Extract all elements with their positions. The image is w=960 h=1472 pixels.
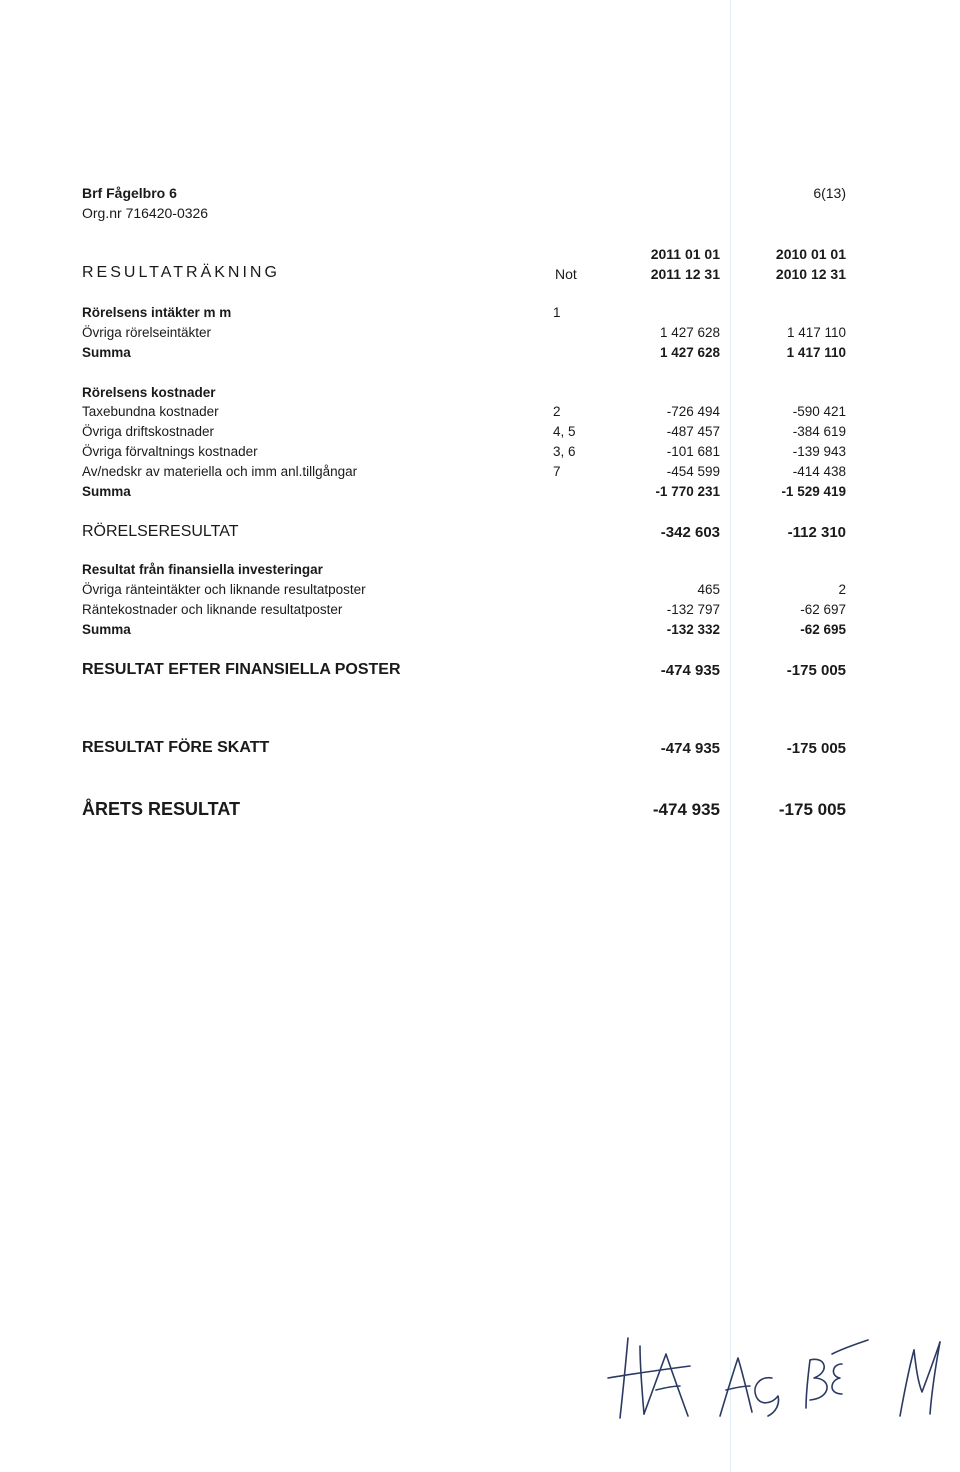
col-y2-start: 2010 01 01 bbox=[775, 246, 846, 262]
cost-row-label: Övriga förvaltnings kostnader bbox=[82, 444, 258, 459]
financial-sum-y2: -62 695 bbox=[800, 622, 846, 637]
income-sum-label: Summa bbox=[82, 345, 131, 360]
org-number: Org.nr 716420-0326 bbox=[82, 205, 209, 221]
income-row-y1: 1 427 628 bbox=[659, 325, 720, 340]
result-before-tax-y2: -175 005 bbox=[786, 740, 846, 757]
cost-row-note: 4, 5 bbox=[553, 424, 576, 439]
initials-ha bbox=[608, 1338, 690, 1418]
note-column-header: Not bbox=[555, 266, 577, 282]
result-after-fin-label: RESULTAT EFTER FINANSIELLA POSTER bbox=[82, 661, 401, 678]
cost-row-y1: -454 599 bbox=[666, 464, 720, 479]
page-number: 6(13) bbox=[813, 185, 846, 201]
income-sum-y1: 1 427 628 bbox=[659, 345, 720, 360]
income-note: 1 bbox=[553, 305, 561, 320]
initials-m bbox=[900, 1342, 940, 1416]
cost-row-y1: -726 494 bbox=[666, 404, 720, 419]
col-y1-start: 2011 01 01 bbox=[650, 246, 720, 262]
year-result-y2: -175 005 bbox=[778, 800, 846, 819]
cost-row-y1: -101 681 bbox=[666, 444, 720, 459]
costs-sum-y1: -1 770 231 bbox=[655, 484, 720, 499]
col-y2-end: 2010 12 31 bbox=[775, 266, 846, 282]
handwritten-initials bbox=[600, 1320, 950, 1430]
result-after-fin-y1: -474 935 bbox=[660, 662, 720, 679]
operating-result-label: RÖRELSERESULTAT bbox=[82, 523, 239, 540]
financial-row-label: Räntekostnader och liknande resultatposter bbox=[82, 602, 343, 617]
result-before-tax-y1: -474 935 bbox=[660, 740, 720, 757]
financial-row-y2: -62 697 bbox=[800, 602, 846, 617]
result-after-fin-y2: -175 005 bbox=[786, 662, 846, 679]
financial-row-y1: -132 797 bbox=[666, 602, 720, 617]
costs-sum-label: Summa bbox=[82, 484, 131, 499]
financial-row-label: Övriga ränteintäkter och liknande resultatposter bbox=[82, 582, 366, 597]
scan-artifact-line bbox=[730, 0, 731, 1472]
year-result-label: ÅRETS RESULTAT bbox=[82, 799, 240, 819]
financial-sum-y1: -132 332 bbox=[666, 622, 720, 637]
income-row-label: Övriga rörelseintäkter bbox=[82, 325, 212, 340]
initials-be bbox=[806, 1340, 868, 1408]
financial-row-y1: 465 bbox=[697, 582, 720, 597]
col-y1-end: 2011 12 31 bbox=[650, 266, 720, 282]
cost-row-label: Taxebundna kostnader bbox=[82, 404, 219, 419]
income-heading: Rörelsens intäkter m m bbox=[82, 305, 232, 320]
cost-row-y2: -414 438 bbox=[792, 464, 846, 479]
costs-heading: Rörelsens kostnader bbox=[82, 385, 216, 400]
initials-ag bbox=[720, 1358, 779, 1416]
financial-row-y2: 2 bbox=[838, 582, 846, 597]
costs-sum-y2: -1 529 419 bbox=[781, 484, 846, 499]
cost-row-y2: -590 421 bbox=[792, 404, 846, 419]
operating-result-y1: -342 603 bbox=[660, 524, 720, 541]
financial-heading: Resultat från finansiella investeringar bbox=[82, 562, 323, 577]
cost-row-y2: -384 619 bbox=[792, 424, 846, 439]
cost-row-y1: -487 457 bbox=[666, 424, 720, 439]
cost-row-label: Av/nedskr av materiella och imm anl.tillgångar bbox=[82, 464, 358, 479]
cost-row-label: Övriga driftskostnader bbox=[82, 424, 215, 439]
company-name: Brf Fågelbro 6 bbox=[82, 185, 177, 201]
statement-title: RESULTATRÄKNING bbox=[82, 264, 280, 281]
result-before-tax-label: RESULTAT FÖRE SKATT bbox=[82, 739, 270, 756]
cost-row-note: 2 bbox=[553, 404, 561, 419]
year-result-y1: -474 935 bbox=[652, 800, 720, 819]
income-row-y2: 1 417 110 bbox=[786, 325, 846, 340]
cost-row-note: 7 bbox=[553, 464, 561, 479]
cost-row-note: 3, 6 bbox=[553, 444, 576, 459]
financial-sum-label: Summa bbox=[82, 622, 131, 637]
income-sum-y2: 1 417 110 bbox=[786, 345, 846, 360]
cost-row-y2: -139 943 bbox=[792, 444, 846, 459]
operating-result-y2: -112 310 bbox=[787, 524, 846, 541]
